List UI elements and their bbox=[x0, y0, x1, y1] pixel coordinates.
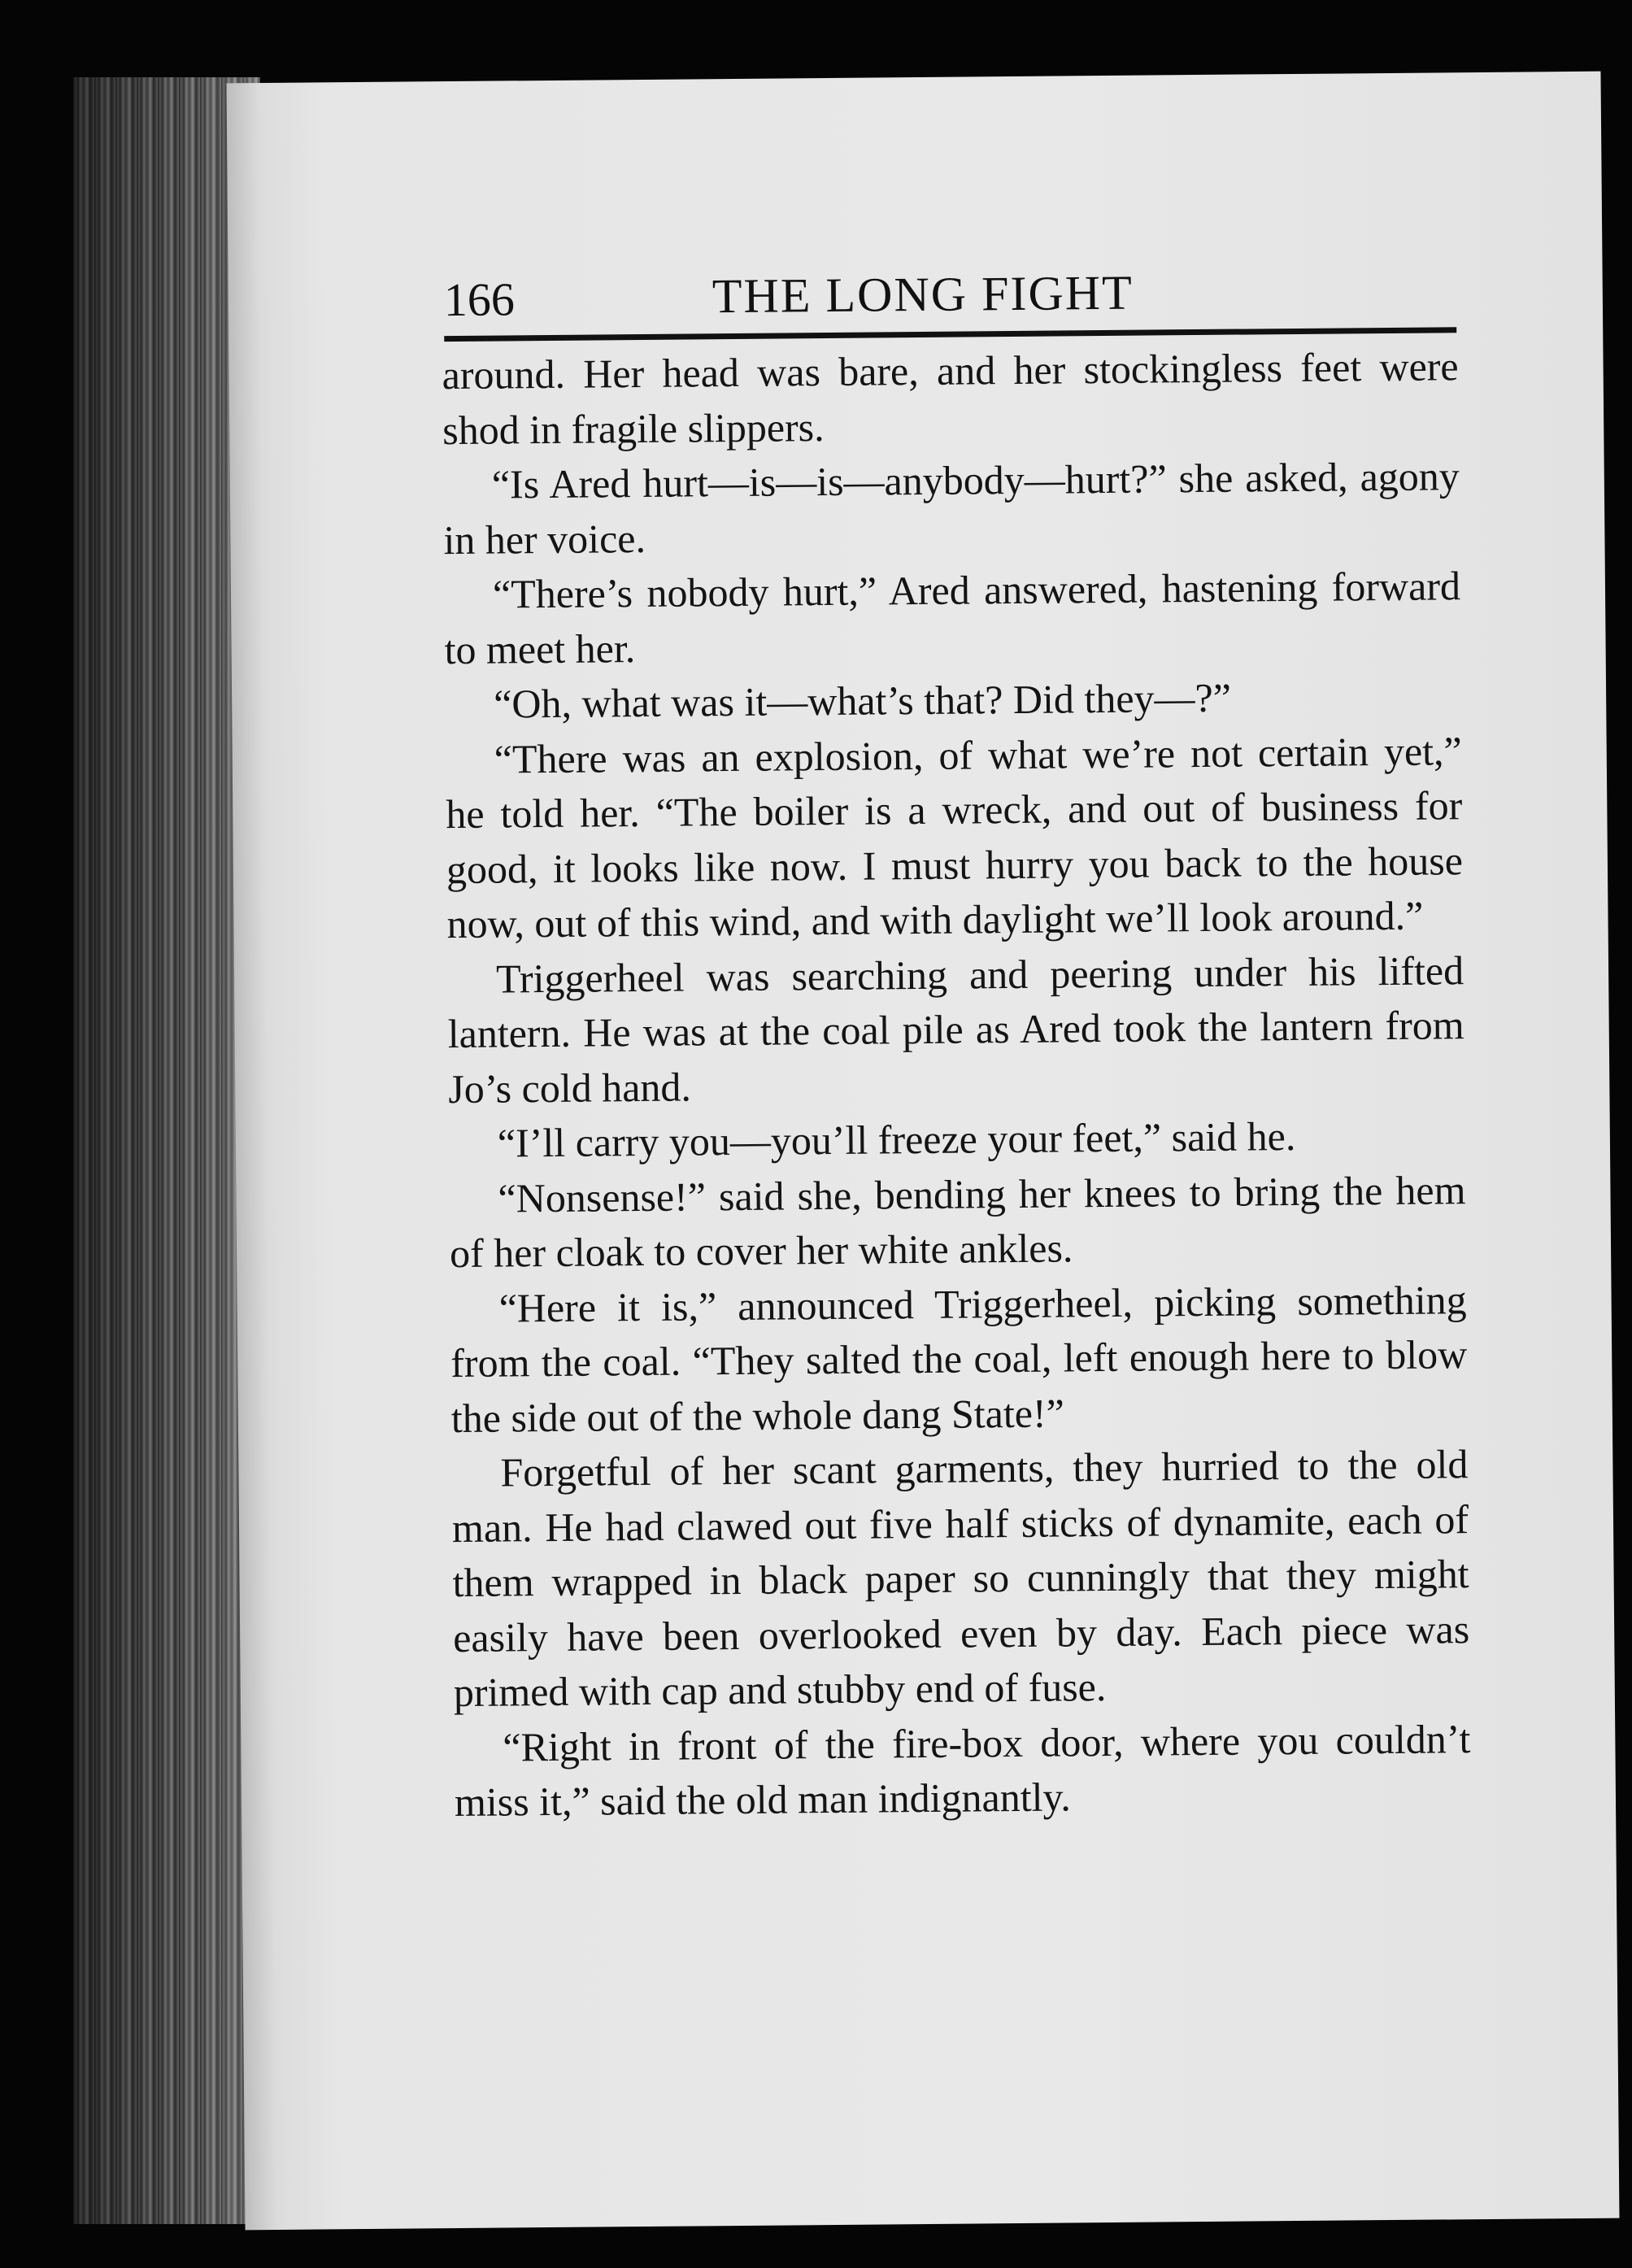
paragraph: Forgetful of her scant garments, they hurried to the old man. He had clawed out five half sticks of dynamite, each of them wrapped in black paper so cunningly that they might easily have been overlooked even by day. Each piece was primed with cap and stubby end of fuse. bbox=[451, 1441, 1470, 1716]
paragraph: “There was an explosion, of what we’re not certain yet,” he told her. “The boiler is a wreck, and out of business for good, it looks like now. I must hurry you back to the house now, out of this wind, and with daylight we’ll look around.” bbox=[446, 727, 1464, 947]
paragraph: “There’s nobody hurt,” Ared answered, hastening forward to meet her. bbox=[444, 563, 1461, 673]
paragraph: “I’ll carry you—you’ll freeze your feet,” said he. bbox=[497, 1113, 1296, 1166]
paragraph: around. Her head was bare, and her stockingless feet were shod in fragile slippers. bbox=[442, 343, 1459, 453]
header-rule bbox=[444, 327, 1456, 342]
paragraph: Triggerheel was searching and peering under his lifted lantern. He was at the coal pile as Ared took the lantern from Jo’s cold hand. bbox=[447, 947, 1464, 1112]
paragraph: “Oh, what was it—what’s that? Did they—?” bbox=[493, 674, 1232, 727]
paragraph: “Here it is,” announced Triggerheel, picking something from the coal. “They salted the coal, left enough here to blow the side out of the whole dang State!” bbox=[450, 1276, 1468, 1441]
book-page bbox=[227, 72, 1620, 2231]
running-title: THE LONG FIGHT bbox=[712, 265, 1134, 324]
paragraph: “Is Ared hurt—is—is—anybody—hurt?” she asked, agony in her voice. bbox=[443, 453, 1460, 563]
paragraph: “Right in front of the fire-box door, where you couldn’t miss it,” said the old man indignantly. bbox=[454, 1715, 1471, 1826]
paragraph: “Nonsense!” said she, bending her knees to bring the hem of her cloak to cover her white ankles. bbox=[449, 1166, 1466, 1277]
page-number: 166 bbox=[443, 272, 516, 327]
page-header bbox=[443, 241, 1632, 342]
page-body bbox=[442, 339, 1471, 1830]
